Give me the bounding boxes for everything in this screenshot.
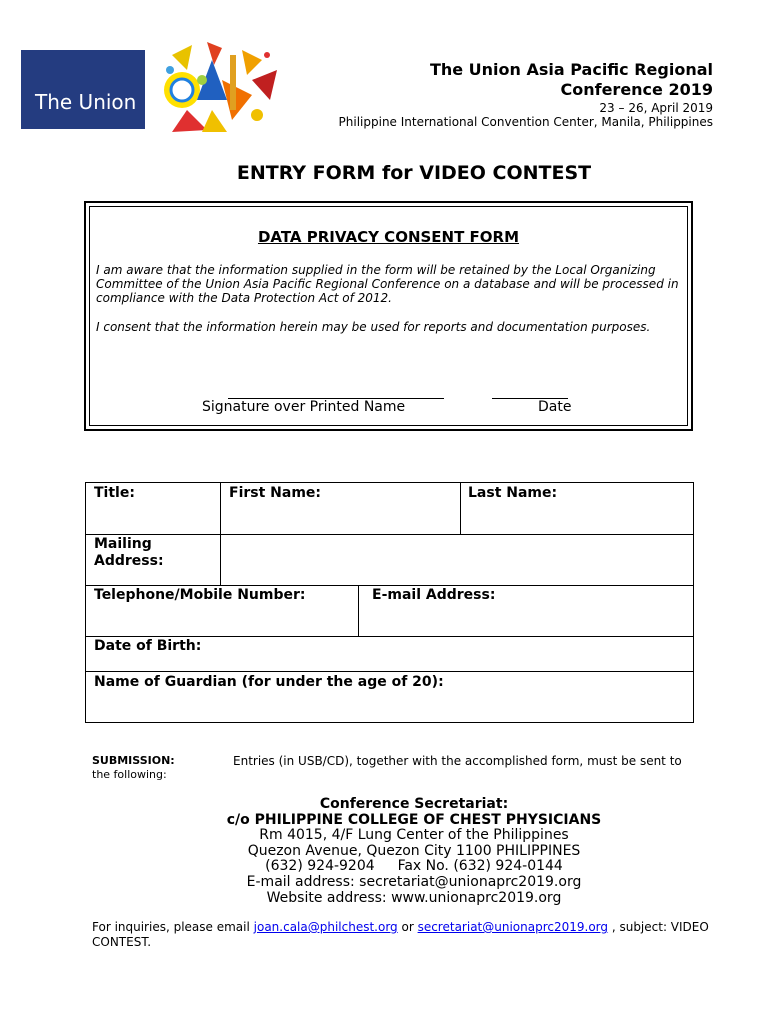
phone-fax-line <box>0 859 770 875</box>
telephone-field[interactable] <box>86 605 358 636</box>
conference-dates: 23 – 26, April 2019 <box>599 101 713 115</box>
submission-text: Entries (in USB/CD), together with the accomplished form, must be sent to <box>233 754 682 768</box>
secretariat-organization: c/o PHILIPPINE COLLEGE OF CHEST PHYSICIANS <box>226 811 602 828</box>
secretariat-address-block <box>0 797 770 906</box>
consent-inner-border <box>89 206 688 426</box>
submission-label: SUBMISSION: <box>92 754 175 767</box>
email-label: E-mail Address: <box>372 587 496 603</box>
inquiry-prefix: For inquiries, please email <box>92 920 254 934</box>
conference-title-line2: Conference 2019 <box>560 80 713 99</box>
first-name-label: First Name: <box>229 485 322 501</box>
address-line-1: Rm 4015, 4/F Lung Center of the Philippines <box>259 827 569 844</box>
last-name-field[interactable] <box>461 503 694 534</box>
union-logo-text: The Union <box>35 90 137 114</box>
fax-number: Fax No. (632) 924-0144 <box>397 858 563 875</box>
conference-title <box>333 60 713 100</box>
mailing-address-label-line2: Address: <box>94 553 164 569</box>
date-of-birth-field[interactable] <box>216 637 694 671</box>
row-divider <box>86 671 693 672</box>
mailing-address-label-line1: Mailing <box>94 536 152 552</box>
consent-paragraph-1: I am aware that the information supplied in the form will be retained by the Local Organizing Committee of the Union Asia Pacific Regional Conference on a database and will be processed in compliance with the Data Protection Act of 2012. <box>96 263 679 305</box>
conference-venue: Philippine International Convention Center, Manila, Philippines <box>338 115 713 129</box>
phone-number: (632) 924-9204 <box>265 858 375 875</box>
consent-box <box>84 201 693 431</box>
inquiry-middle: or <box>397 920 418 934</box>
inquiry-note <box>92 920 732 950</box>
row-divider <box>86 585 693 586</box>
submission-continuation: the following: <box>92 768 167 781</box>
email-address-line: E-mail address: secretariat@unionaprc2019.org <box>246 873 582 890</box>
website-address-line: Website address: www.unionaprc2019.org <box>266 889 562 906</box>
last-name-label: Last Name: <box>468 485 558 501</box>
title-label: Title: <box>94 485 135 501</box>
mailing-address-field[interactable] <box>221 535 694 585</box>
date-of-birth-label: Date of Birth: <box>94 638 202 654</box>
date-label: Date <box>538 399 572 415</box>
consent-title: DATA PRIVACY CONSENT FORM <box>257 228 520 246</box>
title-field[interactable] <box>86 503 220 534</box>
first-name-field[interactable] <box>221 503 460 534</box>
email-field[interactable] <box>359 605 694 636</box>
mailing-address-label <box>94 536 164 570</box>
consent-paragraph-2: I consent that the information herein may be used for reports and documentation purposes. <box>96 320 651 334</box>
telephone-label: Telephone/Mobile Number: <box>94 587 306 603</box>
address-line-2: Quezon Avenue, Quezon City 1100 PHILIPPINES <box>247 842 581 859</box>
signature-label: Signature over Printed Name <box>202 399 406 415</box>
secretariat-heading: Conference Secretariat: <box>319 796 509 812</box>
conference-title-line1: The Union Asia Pacific Regional <box>429 60 713 79</box>
form-title: ENTRY FORM for VIDEO CONTEST <box>236 162 592 184</box>
inquiry-email-link-1[interactable]: joan.cala@philchest.org <box>253 920 398 934</box>
inquiry-email-link-2[interactable]: secretariat@unionaprc2019.org <box>417 920 609 934</box>
guardian-label: Name of Guardian (for under the age of 20): <box>94 674 444 690</box>
guardian-field[interactable] <box>86 691 694 723</box>
inquiry-suffix: , subject: VIDEO CONTEST. <box>92 920 709 949</box>
entry-info-table <box>85 482 694 723</box>
